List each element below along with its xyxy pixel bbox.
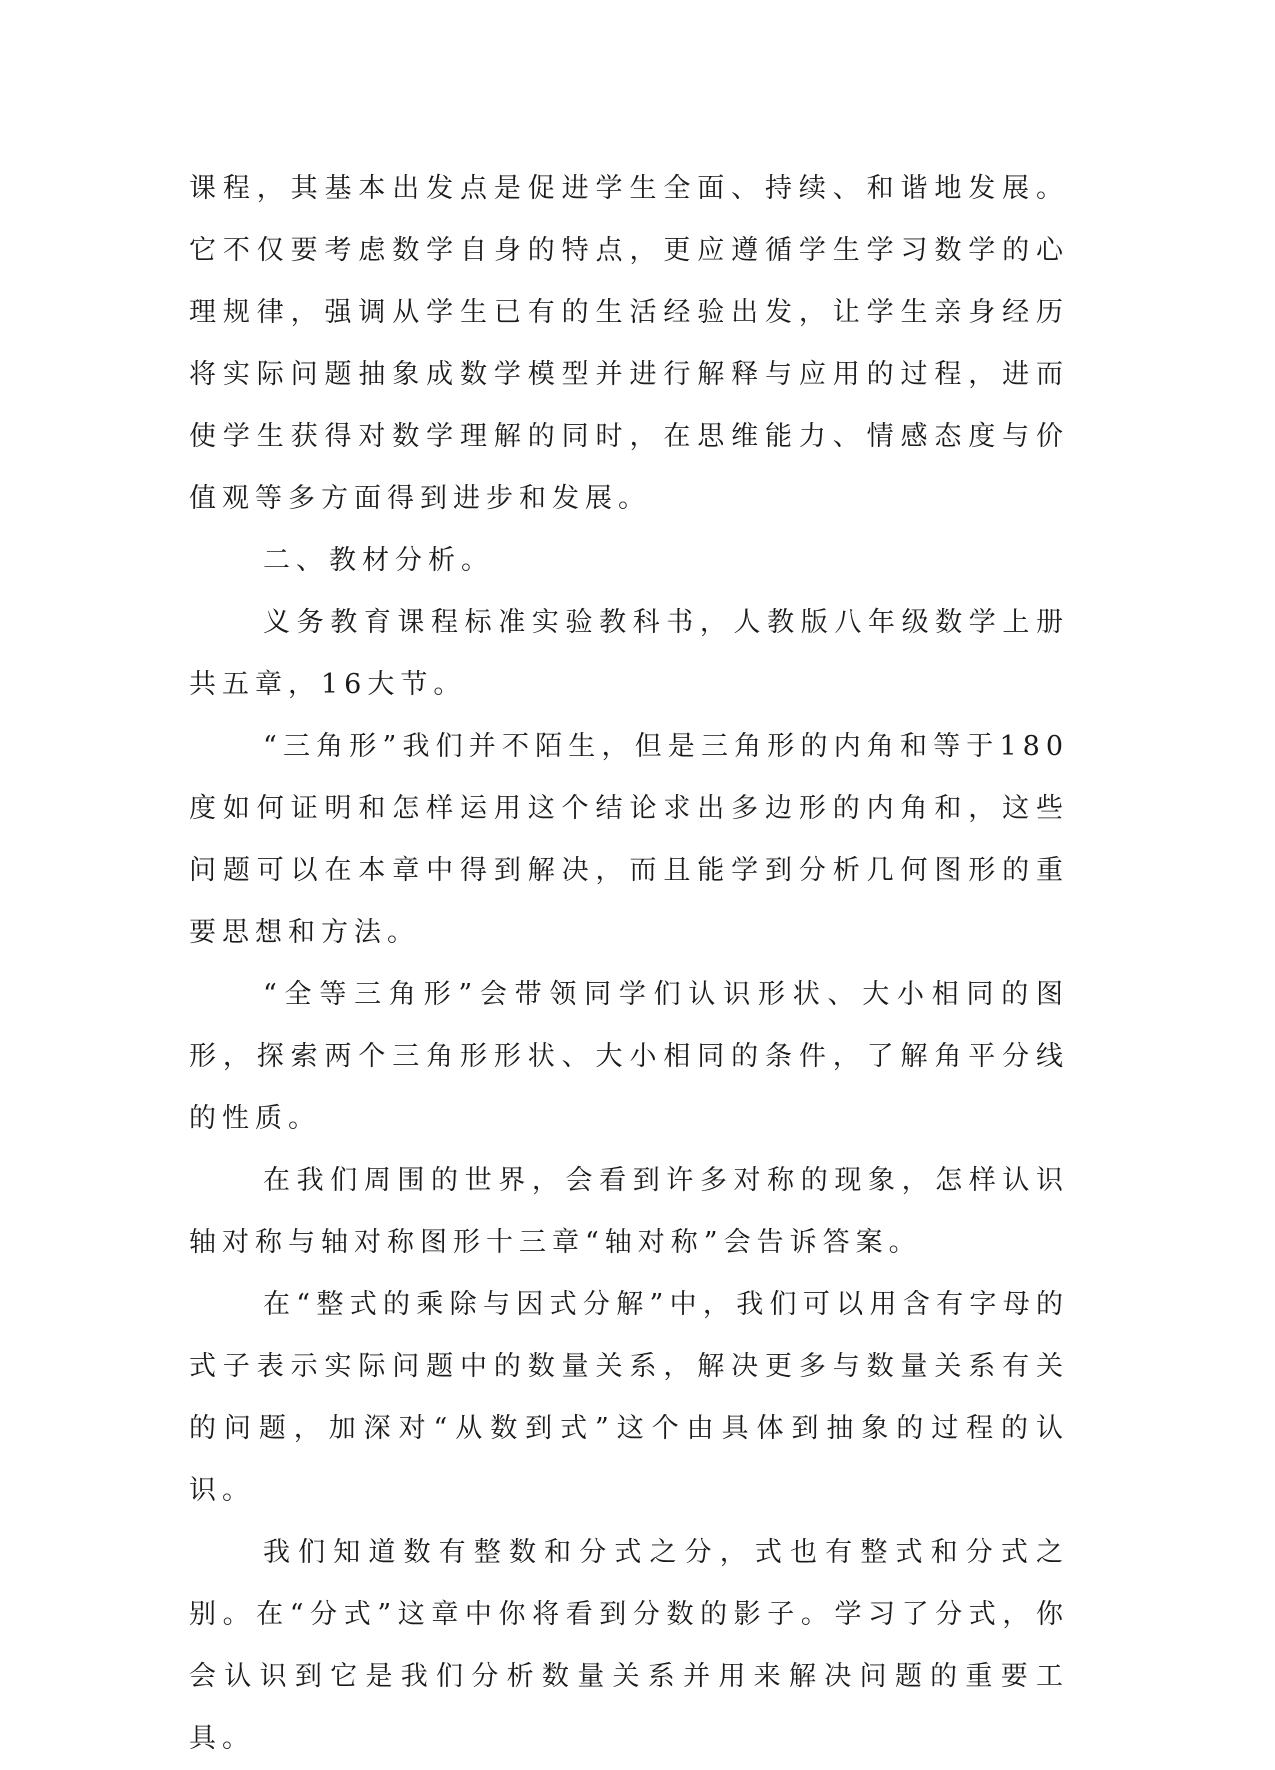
paragraph-congruent-triangles: “全等三角形”会带领同学们认识形状、大小相同的图形，探索两个三角形形状、大小相同的条件，了解角平分线的性质。 bbox=[189, 979, 1069, 1134]
paragraph-fractions: 我们知道数有整数和分式之分，式也有整式和分式之别。在“分式”这章中你将看到分数的影子。学习了分式，你会认识到它是我们分析数量关系并用来解决问题的重要工具。 bbox=[189, 1537, 1069, 1754]
paragraph-axial-symmetry: 在我们周围的世界，会看到许多对称的现象，怎样认识轴对称与轴对称图形十三章“轴对称”会告诉答案。 bbox=[189, 1165, 1069, 1258]
paragraph-polynomial-factorization: 在“整式的乘除与因式分解”中，我们可以用含有字母的式子表示实际问题中的数量关系，解决更多与数量关系有关的问题，加深对“从数到式”这个由具体到抽象的过程的认识。 bbox=[189, 1289, 1069, 1506]
section-heading-textbook-analysis: 二、教材分析。 bbox=[263, 545, 494, 576]
paragraph-textbook-overview: 义务教育课程标准实验教科书，人教版八年级数学上册共五章，16大节。 bbox=[189, 607, 1069, 700]
paragraph-course-intro: 课程，其基本出发点是促进学生全面、持续、和谐地发展。它不仅要考虑数学自身的特点，更应遵循学生学习数学的心理规律，强调从学生已有的生活经验出发，让学生亲身经历将实际问题抽象成数学模型并进行解释与应用的过程，进而使学生获得对数学理解的同时，在思维能力、情感态度与价值观等多方面得到进步和发展。 bbox=[189, 173, 1069, 514]
document-body bbox=[189, 158, 1069, 1770]
paragraph-triangles: “三角形”我们并不陌生，但是三角形的内角和等于180度如何证明和怎样运用这个结论求出多边形的内角和，这些问题可以在本章中得到解决，而且能学到分析几何图形的重要思想和方法。 bbox=[189, 731, 1069, 948]
